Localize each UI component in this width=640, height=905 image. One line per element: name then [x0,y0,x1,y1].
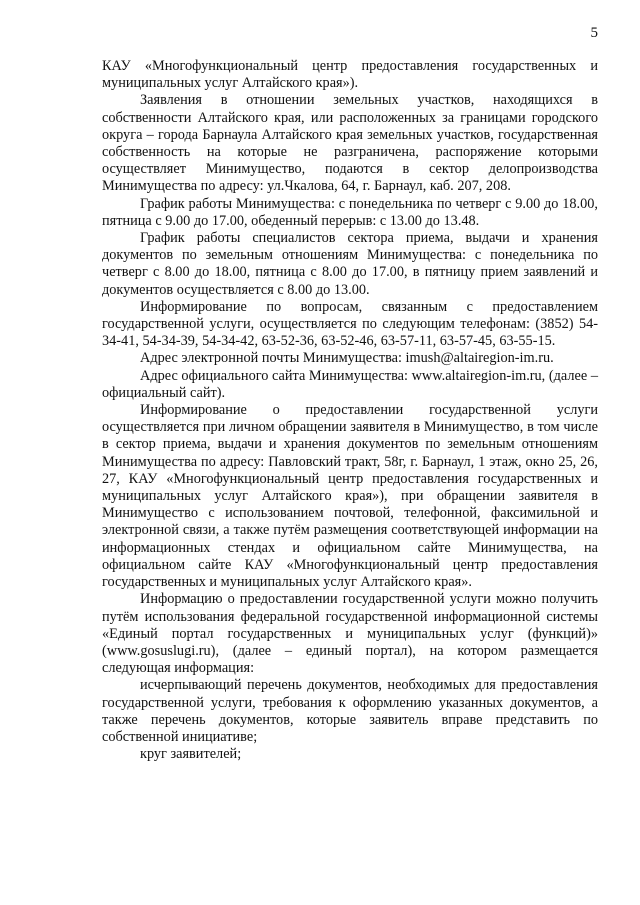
paragraph-continuation: КАУ «Многофункциональный центр предоставления государственных и муниципальных услуг Алтайского края»). [102,58,598,92]
paragraph-phones: Информирование по вопросам, связанным с предоставлением государственной услуги, осуществляется по следующим телефонам: (3852) 54-34-41, 54-34-39, 54-34-42, 63-52-36, 63-52-46, 63-57-11, 63-57-45, 63-55-15. [102,298,598,350]
page-number: 5 [590,25,598,41]
paragraph-portal: Информацию о предоставлении государственной услуги можно получить путём использования федеральной государственной информационной системы «Единый портал государственных и муниципальных услуг (функций)» (www.gosuslugi.ru), (далее – единый портал), на котором размещается следующая информация: [102,591,598,677]
paragraph-informing: Информирование о предоставлении государственной услуги осуществляется при личном обращении заявителя в Минимущество, в том числе в сектор приема, выдачи и хранения документов по земельным отношениям Минимущества по адресу: Павловский тракт, 58г, г. Барнаул, 1 этаж, окно 25, 26, 27, КАУ «Многофункциональный центр предоставления государственных и муниципальных услуг Алтайского края»), при обращении заявителя в Минимущество с использованием почтовой, телефонной, факсимильной и электронной связи, а также путём размещения соответствующей информации на информационных стендах и официальном сайте Минимущества, на официальном сайте КАУ «Многофункциональный центр предоставления государственных и муниципальных услуг Алтайского края». [102,402,598,591]
document-body [102,58,598,763]
paragraph-email: Адрес электронной почты Минимущества: imush@altairegion-im.ru. [140,350,554,367]
paragraph-website: Адрес официального сайта Минимущества: www.altairegion-im.ru, (далее – официальный сайт). [102,367,598,401]
paragraph-documents-list: исчерпывающий перечень документов, необходимых для предоставления государственной услуги, требования к оформлению указанных документов, а также перечень документов, которые заявитель вправе представить по собственной инициативе; [102,677,598,745]
paragraph-work-schedule: График работы Минимущества: с понедельника по четверг с 9.00 до 18.00, пятница с 9.00 до 17.00, обеденный перерыв: с 13.00 до 13.48. [102,195,598,229]
paragraph-applicants: круг заявителей; [140,746,242,763]
paragraph-specialists-schedule: График работы специалистов сектора приема, выдачи и хранения документов по земельным отношениям Минимущества: с понедельника по четверг с 8.00 до 18.00, пятница с 8.00 до 17.00, в пятницу прием заявлений и документов осуществляется с 8.00 до 13.00. [102,230,598,298]
paragraph-applications-address: Заявления в отношении земельных участков, находящихся в собственности Алтайского края, или расположенных за границами городского округа – города Барнаула Алтайского края земельных участков, государственная собственность на которые не разграничена, распоряжение которыми осуществляет Минимущество, подаются в сектор делопроизводства Минимущества по адресу: ул.Чкалова, 64, г. Барнаул, каб. 207, 208. [102,92,598,195]
